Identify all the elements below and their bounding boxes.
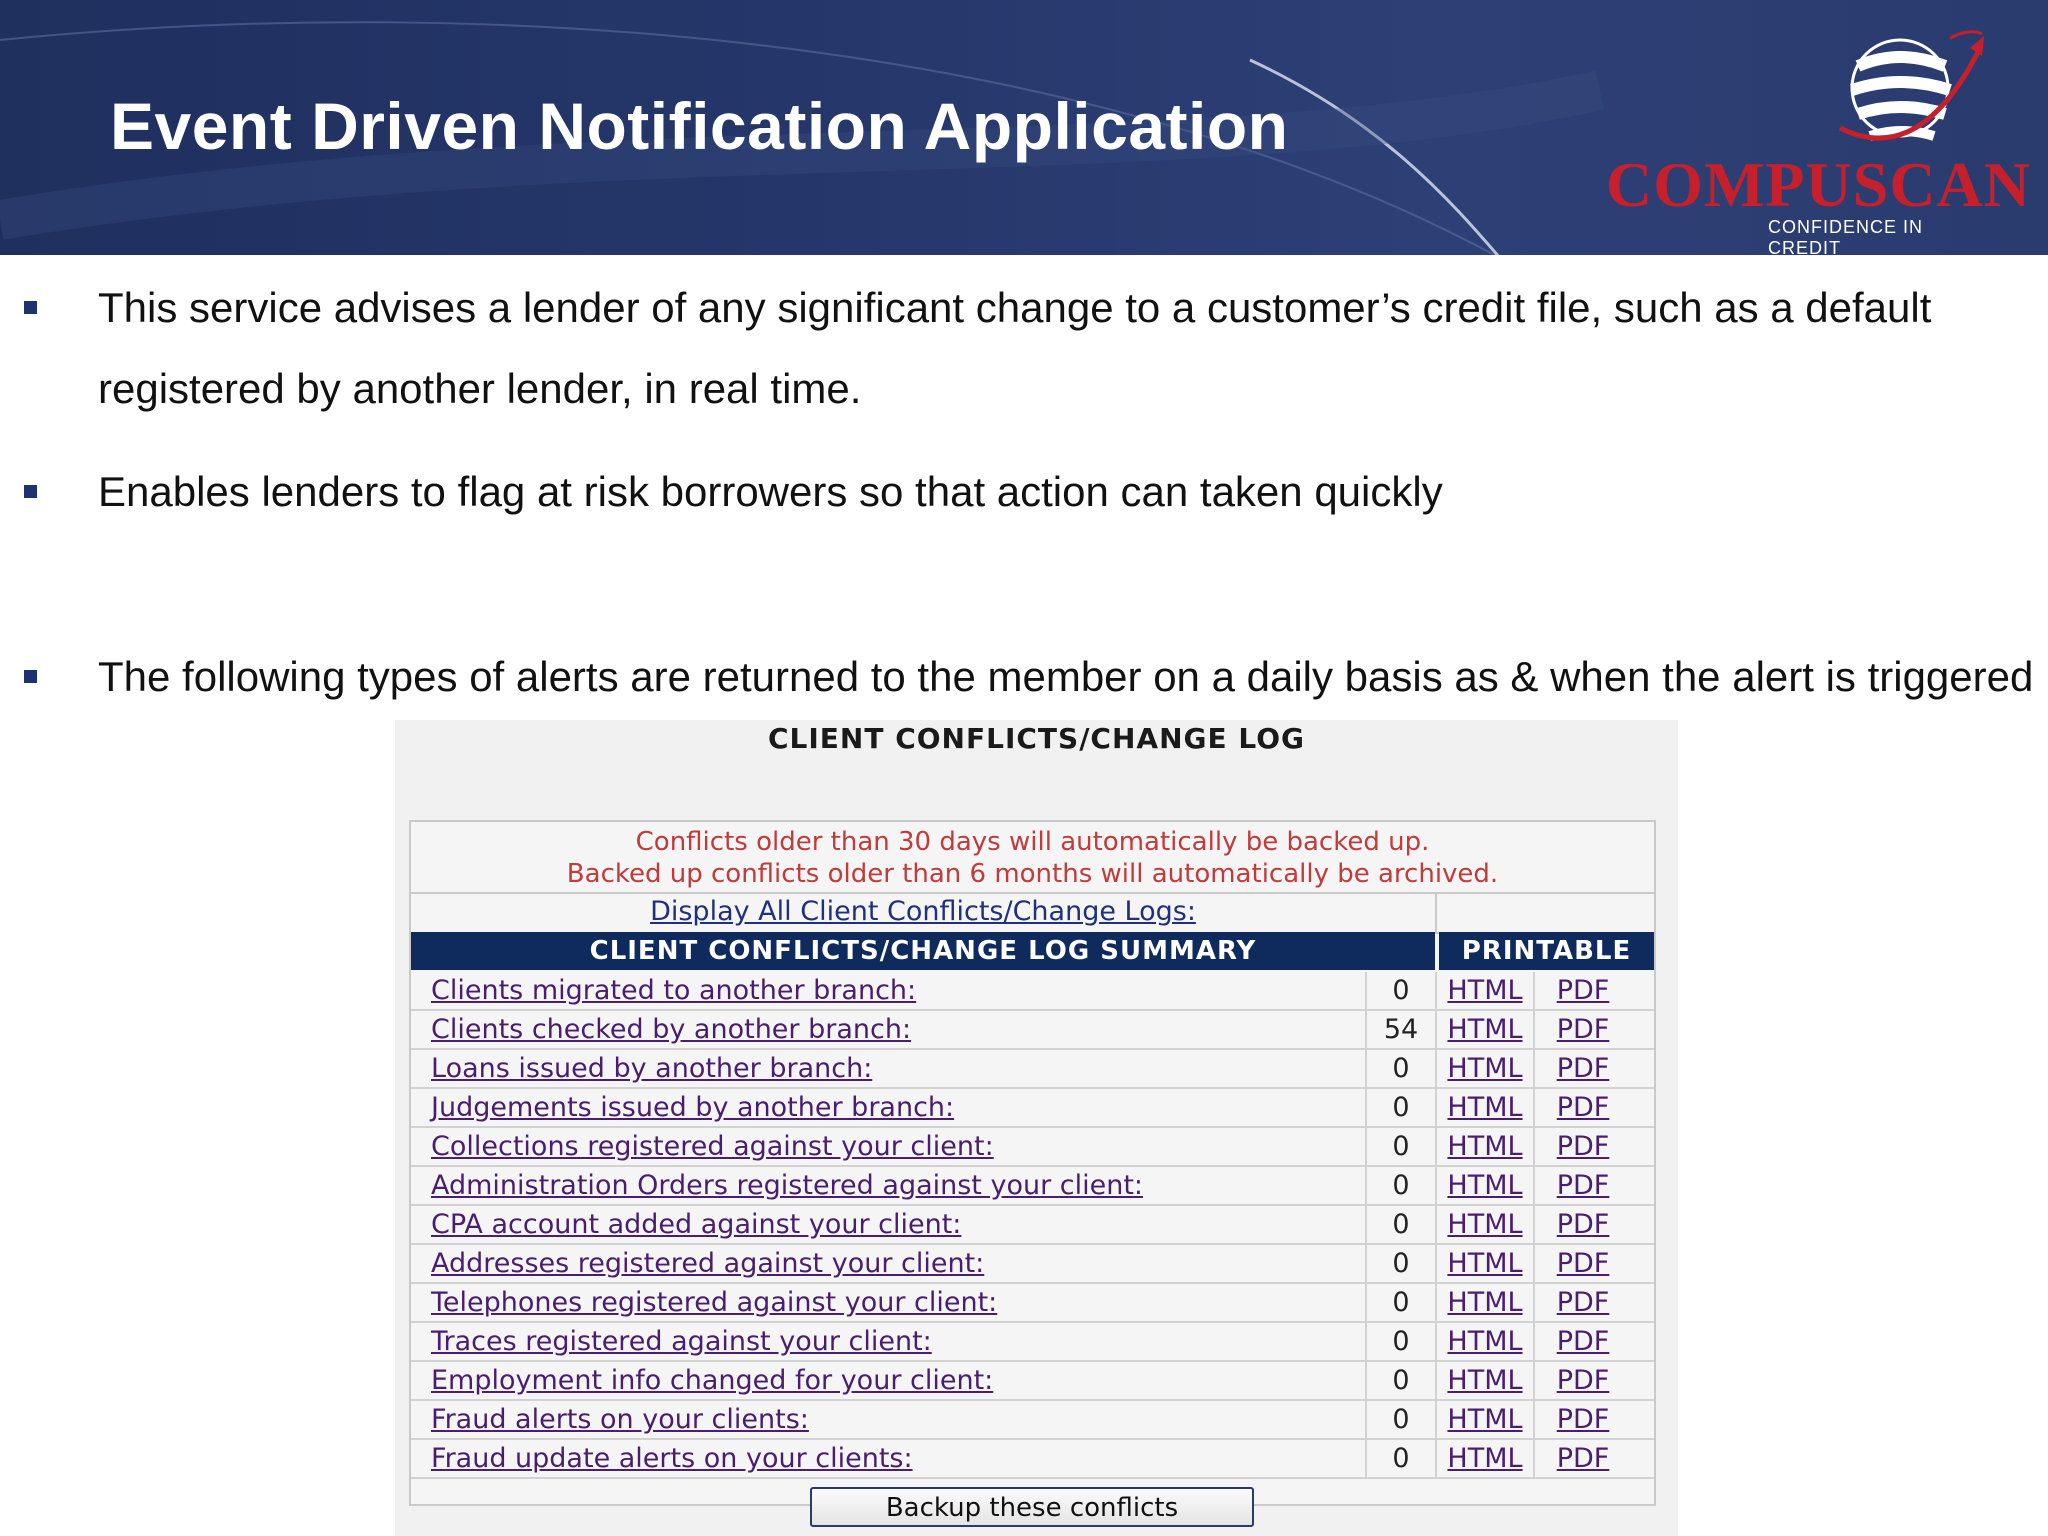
html-link[interactable]: HTML bbox=[1447, 975, 1523, 1006]
row-count: 0 bbox=[1392, 1053, 1410, 1084]
change-log-title: CLIENT CONFLICTS/CHANGE LOG bbox=[767, 722, 1305, 755]
pdf-link[interactable]: PDF bbox=[1556, 1365, 1610, 1396]
backup-conflicts-button[interactable]: Backup these conflicts bbox=[810, 1487, 1254, 1527]
row-label-link[interactable]: Judgements issued by another branch: bbox=[431, 1092, 955, 1123]
globe-icon bbox=[1830, 18, 1990, 168]
compuscan-logo bbox=[1600, 10, 2031, 255]
header-banner bbox=[0, 0, 2048, 255]
printable-column-header: PRINTABLE bbox=[1439, 932, 1654, 970]
slide-title: Event Driven Notification Application bbox=[110, 89, 1289, 163]
html-link[interactable]: HTML bbox=[1447, 1131, 1523, 1162]
table-header-row bbox=[411, 932, 1654, 970]
row-label-link[interactable]: Clients checked by another branch: bbox=[431, 1014, 912, 1045]
table-row bbox=[411, 1206, 1654, 1245]
row-label-link[interactable]: Collections registered against your client: bbox=[431, 1131, 994, 1162]
html-link[interactable]: HTML bbox=[1447, 1365, 1523, 1396]
html-link[interactable]: HTML bbox=[1447, 1443, 1523, 1474]
row-count: 0 bbox=[1392, 1365, 1410, 1396]
table-row bbox=[411, 1167, 1654, 1206]
client-conflicts-screenshot bbox=[395, 720, 1678, 1536]
notice-line-2: Backed up conflicts older than 6 months will automatically be archived. bbox=[566, 859, 1499, 889]
pdf-link[interactable]: PDF bbox=[1556, 1404, 1610, 1435]
pdf-link[interactable]: PDF bbox=[1556, 1092, 1610, 1123]
row-count: 0 bbox=[1392, 1170, 1410, 1201]
change-log-panel bbox=[409, 820, 1656, 1506]
summary-column-header: CLIENT CONFLICTS/CHANGE LOG SUMMARY bbox=[411, 932, 1435, 970]
notice-line-1: Conflicts older than 30 days will automatically be backed up. bbox=[635, 827, 1430, 857]
html-link[interactable]: HTML bbox=[1447, 1404, 1523, 1435]
table-row bbox=[411, 1011, 1654, 1050]
table-row bbox=[411, 1128, 1654, 1167]
row-label-link[interactable]: Addresses registered against your client: bbox=[431, 1248, 985, 1279]
pdf-link[interactable]: PDF bbox=[1556, 1170, 1610, 1201]
html-link[interactable]: HTML bbox=[1447, 1092, 1523, 1123]
pdf-link[interactable]: PDF bbox=[1556, 1443, 1610, 1474]
row-count: 0 bbox=[1392, 1326, 1410, 1357]
row-label-link[interactable]: Fraud alerts on your clients: bbox=[431, 1404, 809, 1435]
bullet-text: The following types of alerts are returned to the member on a daily basis as & when the alert is triggered bbox=[98, 653, 2034, 700]
pdf-link[interactable]: PDF bbox=[1556, 1326, 1610, 1357]
bullet-marker-icon bbox=[24, 670, 37, 683]
row-count: 0 bbox=[1392, 1131, 1410, 1162]
table-row bbox=[411, 1050, 1654, 1089]
bullet-marker-icon bbox=[24, 485, 37, 498]
row-label-link[interactable]: CPA account added against your client: bbox=[431, 1209, 962, 1240]
row-label-link[interactable]: Administration Orders registered against your client: bbox=[431, 1170, 1144, 1201]
pdf-link[interactable]: PDF bbox=[1556, 1014, 1610, 1045]
html-link[interactable]: HTML bbox=[1447, 1170, 1523, 1201]
table-row bbox=[411, 1401, 1654, 1440]
row-label-link[interactable]: Traces registered against your client: bbox=[431, 1326, 932, 1357]
bullet-text: This service advises a lender of any significant change to a customer’s credit file, such as a default registered by another lender, in real time. bbox=[98, 284, 1932, 412]
html-link[interactable]: HTML bbox=[1447, 1287, 1523, 1318]
row-count: 0 bbox=[1392, 1248, 1410, 1279]
row-count: 0 bbox=[1392, 1404, 1410, 1435]
logo-wordmark: COMPUSCAN bbox=[1606, 149, 2031, 220]
pdf-link[interactable]: PDF bbox=[1556, 1131, 1610, 1162]
row-label-link[interactable]: Employment info changed for your client: bbox=[431, 1365, 994, 1396]
table-row bbox=[411, 1245, 1654, 1284]
display-all-link[interactable]: Display All Client Conflicts/Change Logs: bbox=[650, 896, 1196, 927]
table-row bbox=[411, 1362, 1654, 1401]
display-all-row bbox=[411, 894, 1654, 934]
bullet-marker-icon bbox=[24, 301, 37, 314]
pdf-link[interactable]: PDF bbox=[1556, 1209, 1610, 1240]
row-count: 54 bbox=[1383, 1014, 1419, 1045]
row-count: 0 bbox=[1392, 1443, 1410, 1474]
bullet-text: Enables lenders to flag at risk borrowers so that action can taken quickly bbox=[98, 468, 1443, 515]
table-row bbox=[411, 1323, 1654, 1362]
table-row bbox=[411, 1284, 1654, 1323]
archive-notice bbox=[411, 822, 1654, 894]
table-row bbox=[411, 1089, 1654, 1128]
pdf-link[interactable]: PDF bbox=[1556, 1287, 1610, 1318]
pdf-link[interactable]: PDF bbox=[1556, 1248, 1610, 1279]
html-link[interactable]: HTML bbox=[1447, 1248, 1523, 1279]
table-row bbox=[411, 1440, 1654, 1479]
row-label-link[interactable]: Telephones registered against your client: bbox=[431, 1287, 998, 1318]
row-count: 0 bbox=[1392, 1287, 1410, 1318]
divider bbox=[1435, 894, 1437, 932]
row-label-link[interactable]: Loans issued by another branch: bbox=[431, 1053, 873, 1084]
html-link[interactable]: HTML bbox=[1447, 1209, 1523, 1240]
pdf-link[interactable]: PDF bbox=[1556, 975, 1610, 1006]
html-link[interactable]: HTML bbox=[1447, 1014, 1523, 1045]
row-label-link[interactable]: Clients migrated to another branch: bbox=[431, 975, 917, 1006]
row-count: 0 bbox=[1392, 975, 1410, 1006]
html-link[interactable]: HTML bbox=[1447, 1326, 1523, 1357]
row-label-link[interactable]: Fraud update alerts on your clients: bbox=[431, 1443, 913, 1474]
table-row bbox=[411, 972, 1654, 1011]
logo-tagline: CONFIDENCE IN CREDIT bbox=[1768, 217, 1924, 255]
html-link[interactable]: HTML bbox=[1447, 1053, 1523, 1084]
pdf-link[interactable]: PDF bbox=[1556, 1053, 1610, 1084]
row-count: 0 bbox=[1392, 1092, 1410, 1123]
row-count: 0 bbox=[1392, 1209, 1410, 1240]
